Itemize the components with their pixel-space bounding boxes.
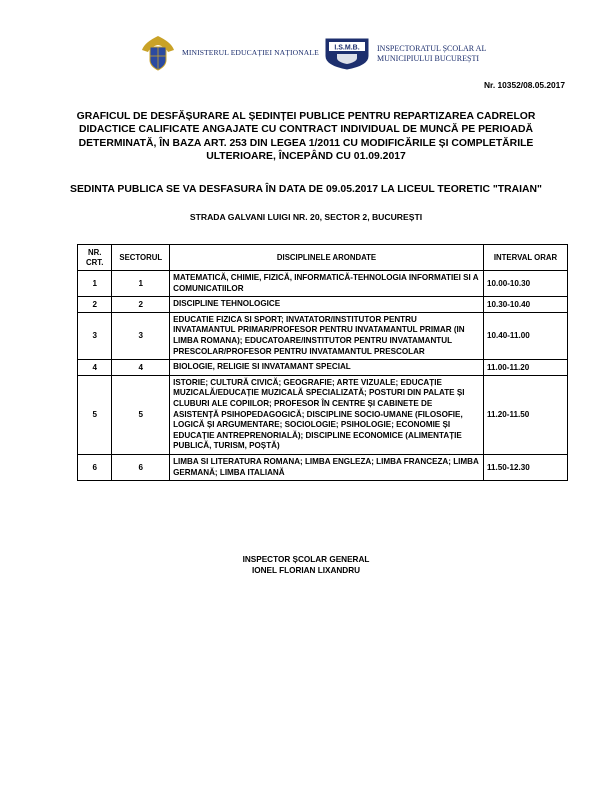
inspectorate-name — [377, 44, 486, 64]
ministry-name: MINISTERUL EDUCAȚIEI NAȚIONALE — [182, 48, 319, 57]
row-disciplines: BIOLOGIE, RELIGIE SI INVATAMANT SPECIAL — [170, 360, 484, 376]
row-nr: 6 — [78, 454, 112, 480]
row-disciplines: MATEMATICĂ, CHIMIE, FIZICĂ, INFORMATICĂ-TEHNOLOGIA INFORMATIEI SI A COMUNICATIILOR — [170, 271, 484, 297]
row-sector: 2 — [112, 297, 170, 313]
row-disciplines: DISCIPLINE TEHNOLOGICE — [170, 297, 484, 313]
table-row — [78, 312, 568, 359]
inspectorate-line-2: MUNICIPIULUI BUCUREȘTI — [377, 54, 479, 63]
session-info: SEDINTA PUBLICA SE VA DESFASURA ÎN DATA DE 09.05.2017 LA LICEUL TEORETIC "TRAIAN" — [70, 184, 542, 195]
row-disciplines: LIMBA SI LITERATURA ROMANA; LIMBA ENGLEZA; LIMBA FRANCEZA; LIMBA GERMANĂ; LIMBA ITALIANĂ — [170, 454, 484, 480]
header-nr-crt: NR. CRT. — [78, 245, 112, 271]
row-sector: 1 — [112, 271, 170, 297]
table-row — [78, 297, 568, 313]
row-interval: 10.00-10.30 — [483, 271, 567, 297]
row-nr: 3 — [78, 312, 112, 359]
header-sector: SECTORUL — [112, 245, 170, 271]
table-row — [78, 375, 568, 454]
schedule-table — [77, 244, 568, 481]
session-address: STRADA GALVANI LUIGI NR. 20, SECTOR 2, BUCUREȘTI — [189, 212, 423, 222]
row-interval: 11.20-11.50 — [483, 375, 567, 454]
romania-coat-of-arms-icon — [140, 34, 176, 72]
table-header-row — [78, 245, 568, 271]
row-interval: 11.50-12.30 — [483, 454, 567, 480]
signature-block — [60, 554, 552, 576]
row-disciplines: EDUCATIE FIZICA SI SPORT; INVATATOR/INSTITUTOR PENTRU INVATAMANTUL PRIMAR/PROFESOR PENTRU INVATAMANTUL PRIMAR (IN LIMBA ROMANA); EDUCATOARE/INSTITUTOR PENTRU INVATAMANTUL PRESCOLAR/PROFESOR PENTRU INVATAMANTUL PRESCOLAR — [170, 312, 484, 359]
letterhead — [0, 34, 612, 74]
row-interval: 10.30-10.40 — [483, 297, 567, 313]
row-nr: 5 — [78, 375, 112, 454]
row-sector: 4 — [112, 360, 170, 376]
row-disciplines: ISTORIE; CULTURĂ CIVICĂ; GEOGRAFIE; ARTE VIZUALE; EDUCAȚIE MUZICALĂ/EDUCAȚIE MUZICALĂ SPECIALIZATĂ; POSTURI DIN PALATE ȘI CLUBURI ALE COPIILOR; PROFESOR ÎN CENTRE ȘI CABINETE DE ASISTENȚĂ PSIHOPEDAGOGICĂ; DISCIPLINE SOCIO-UMANE (FILOSOFIE, LOGICĂ ȘI ARGUMENTARE; SOCIOLOGIE; PSIHOLOGIE; ECONOMIE ȘI EDUCAȚIE ANTREPRENORIALĂ); DISCIPLINE ECONOMICE (ALIMENTAȚIE PUBLICĂ, TURISM, POȘTĂ) — [170, 375, 484, 454]
ismb-crest-icon — [323, 36, 371, 70]
row-sector: 3 — [112, 312, 170, 359]
row-interval: 11.00-11.20 — [483, 360, 567, 376]
document-title: GRAFICUL DE DESFĂȘURARE AL ȘEDINȚEI PUBLICE PENTRU REPARTIZAREA CADRELOR DIDACTICE CALIFICATE ANGAJATE CU CONTRACT INDIVIDUAL DE MUNCĂ PE PERIOADĂ DETERMINATĂ, ÎN BAZA ART. 253 DIN LEGEA 1/2011 CU MODIFICĂRILE ȘI COMPLETĂRILE ULTERIOARE, ÎNCEPÂND CU 01.09.2017 — [76, 111, 536, 163]
row-sector: 5 — [112, 375, 170, 454]
row-interval: 10.40-11.00 — [483, 312, 567, 359]
row-nr: 4 — [78, 360, 112, 376]
header-disciplines: DISCIPLINELE ARONDATE — [170, 245, 484, 271]
ismb-logo-text: I.S.M.B. — [334, 44, 360, 52]
row-nr: 2 — [78, 297, 112, 313]
row-sector: 6 — [112, 454, 170, 480]
inspectorate-line-1: INSPECTORATUL ȘCOLAR AL — [377, 44, 487, 53]
registration-number: Nr. 10352/08.05.2017 — [483, 80, 565, 90]
row-nr: 1 — [78, 271, 112, 297]
table-row — [78, 360, 568, 376]
header-interval: INTERVAL ORAR — [483, 245, 567, 271]
table-row — [78, 271, 568, 297]
table-row — [78, 454, 568, 480]
signer-name: IONEL FLORIAN LIXANDRU — [251, 566, 361, 575]
signer-role: INSPECTOR ȘCOLAR GENERAL — [242, 555, 370, 564]
